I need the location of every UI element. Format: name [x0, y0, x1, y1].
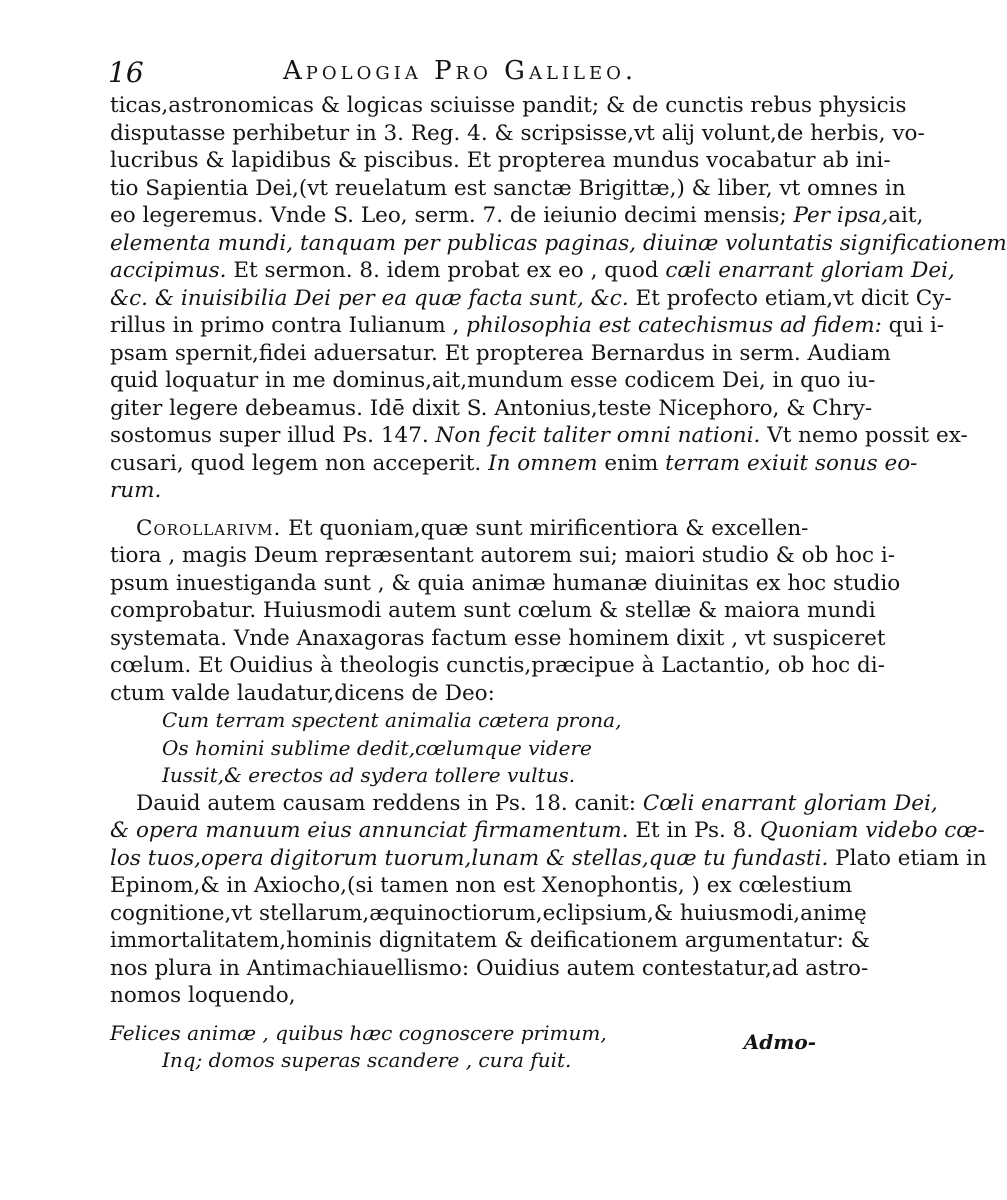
text-line: comprobatur. Huiusmodi autem sunt cœlum & stellæ & maiora mundi	[110, 598, 876, 623]
body-text	[110, 92, 1007, 1075]
italic-quote: accipimus.	[110, 258, 227, 283]
text-run: Et in Ps. 8.	[628, 818, 761, 843]
paragraph-2	[110, 515, 901, 708]
text-line	[110, 422, 968, 450]
text-line: Epinom,& in Axiocho,(si tamen non est Xenophontis, ) ex cœlestium	[110, 873, 853, 898]
verse-line: Cum terram spectent animalia cætera prona,	[162, 708, 622, 732]
text-line: immortalitatem,hominis dignitatem & deificationem argumentatur: &	[110, 928, 870, 953]
italic-quote: Per ipsa,	[793, 203, 889, 228]
text-line: cœlum. Et Ouidius à theologis cunctis,præcipue à Lactantio, ob hoc di-	[110, 653, 885, 678]
text-run: cusari, quod legem non acceperit.	[110, 450, 489, 476]
page-header	[108, 52, 808, 92]
text-run: qui i-	[881, 313, 945, 338]
text-line	[110, 450, 918, 478]
italic-quote: Quoniam videbo cœ-	[760, 818, 985, 843]
text-line: psam spernit,fidei aduersatur. Et propterea Bernardus in serm. Audiam	[110, 340, 891, 366]
text-line: nomos loquendo,	[110, 983, 296, 1008]
italic-quote: philosophia est catechismus ad fidem:	[466, 313, 882, 338]
text-run: eo legeremus. Vnde S. Leo, serm. 7. de ieiunio decimi mensis;	[110, 203, 794, 228]
text-line: systemata. Vnde Anaxagoras factum esse hominem dixit , vt suspiceret	[110, 625, 886, 651]
text-line	[110, 312, 945, 340]
text-line	[110, 202, 924, 230]
text-line: cognitione,vt stellarum,æquinoctiorum,eclipsium,& huiusmodi,animę	[110, 900, 867, 926]
text-line: quid loquatur in me dominus,ait,mundum esse codicem Dei, in quo iu-	[110, 368, 876, 393]
verse-quote-ovid	[110, 707, 825, 790]
italic-quote: terram exiuit sonus eo-	[665, 450, 918, 476]
italic-quote: cæli enarrant gloriam Dei,	[665, 258, 955, 283]
text-line	[110, 257, 955, 285]
italic-quote: Cœli enarrant gloriam Dei,	[642, 790, 938, 816]
paragraph-gap	[110, 505, 825, 515]
italic-quote: &c. & inuisibilia Dei per ea quæ facta sunt, &c.	[110, 285, 629, 311]
text-line: tio Sapientia Dei,(vt reuelatum est sanctæ Brigittæ,) & liber, vt omnes in	[110, 175, 906, 201]
italic-quote-line: elementa mundi, tanquam per publicas paginas, diuinæ voluntatis significationem	[110, 230, 1007, 256]
verse-line: Iussit,& erectos ad sydera tollere vultus.	[162, 763, 576, 787]
text-line: psum inuestiganda sunt , & quia animæ humanæ diuinitas ex hoc studio	[110, 570, 901, 596]
paragraph-3	[110, 790, 987, 1010]
paragraph-1	[110, 92, 1007, 505]
text-line: giter legere debeamus. Idē dixit S. Antonius,teste Nicephoro, & Chry-	[110, 395, 873, 421]
italic-quote: Non fecit taliter omni nationi.	[435, 423, 761, 448]
text-line: disputasse perhibetur in 3. Reg. 4. & scripsisse,vt alij volunt,de herbis, vo-	[110, 120, 925, 146]
verse-line: Felices animæ , quibus hæc cognoscere primum,	[110, 1020, 607, 1045]
text-run: Et quoniam,quæ sunt mirificentiora & excellen-	[281, 515, 809, 541]
text-run: ait,	[888, 203, 924, 228]
italic-quote: In omnem	[488, 450, 598, 476]
verse-quote-ovid-fasti	[110, 1020, 825, 1075]
text-line	[110, 817, 985, 845]
paragraph-gap	[110, 1010, 825, 1020]
text-run: Plato etiam in	[828, 845, 987, 871]
text-run: Et sermon. 8. idem probat ex eo , quod	[226, 258, 666, 283]
text-line: ctum valde laudatur,dicens de Deo:	[110, 680, 495, 706]
text-line: ticas,astronomicas & logicas sciuisse pandit; & de cunctis rebus physicis	[110, 93, 907, 118]
text-line	[110, 790, 938, 818]
section-heading: Corollarivm.	[136, 515, 282, 541]
text-line	[110, 845, 987, 873]
text-line: tiora , magis Deum repræsentant autorem sui; maiori studio & ob hoc i-	[110, 543, 896, 568]
running-title: Apologia Pro Galileo.	[283, 56, 638, 86]
text-line: nos plura in Antimachiauellismo: Ouidius autem contestatur,ad astro-	[110, 955, 869, 981]
text-run: sostomus super illud Ps. 147.	[110, 423, 436, 448]
italic-quote-line: rum.	[110, 478, 162, 503]
verse-line: Inq; domos superas scandere , cura fuit.	[162, 1048, 572, 1072]
text-run: Et profecto etiam,vt dicit Cy-	[628, 285, 952, 311]
text-line	[110, 515, 825, 543]
text-line: lucribus & lapidibus & piscibus. Et propterea mundus vocabatur ab ini-	[110, 148, 891, 173]
verse-line: Os homini sublime dedit,cœlumque videre	[162, 735, 592, 760]
catchword: Admo-	[743, 1030, 816, 1054]
text-run: rillus in primo contra Iulianum ,	[110, 313, 467, 338]
text-run: enim	[597, 450, 666, 476]
text-line	[110, 285, 952, 313]
text-run: Vt nemo possit ex-	[760, 423, 968, 448]
italic-quote: & opera manuum eius annunciat firmamentum.	[110, 818, 629, 843]
page-number: 16	[108, 56, 144, 89]
italic-quote: los tuos,opera digitorum tuorum,lunam & stellas,quæ tu fundasti.	[110, 845, 829, 871]
text-run: Dauid autem causam reddens in Ps. 18. canit:	[136, 790, 643, 816]
